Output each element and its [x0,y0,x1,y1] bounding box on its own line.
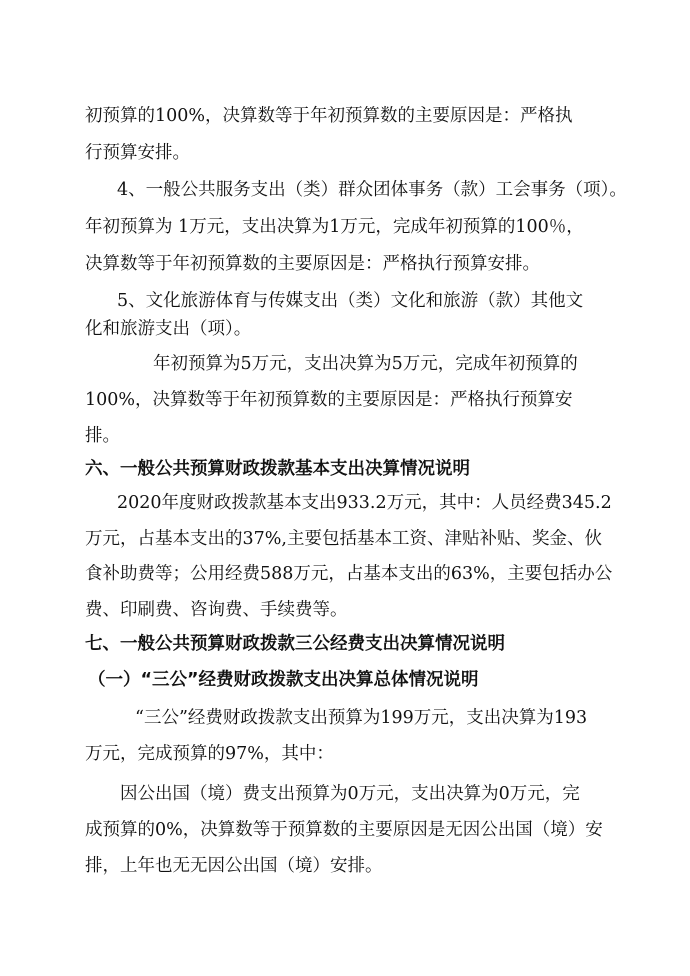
paragraph-line: 排，上年也无无因公出国（境）安排。 [85,856,383,876]
subsection-heading-7-1: （一）“三公”经费财政拨款支出决算总体情况说明 [88,670,479,690]
paragraph-line: 万元，完成预算的97%，其中： [85,744,334,764]
paragraph-line: 100%，决算数等于年初预算数的主要原因是：严格执行预算安 [85,390,573,410]
paragraph-line: 初预算的100%，决算数等于年初预算数的主要原因是：严格执 [85,106,573,126]
paragraph-line: 食补助费等；公用经费588万元，占基本支出的63%，主要包括办公 [85,564,613,584]
paragraph-line: 5、文化旅游体育与传媒支出（类）文化和旅游（款）其他文 [117,291,584,311]
paragraph-line: 年初预算为5万元，支出决算为5万元，完成年初预算的 [153,354,578,374]
paragraph-line: 万元，占基本支出的37%,主要包括基本工资、津贴补贴、奖金、伙 [85,529,602,549]
paragraph-line: 成预算的0%，决算数等于预算数的主要原因是无因公出国（境）安 [85,820,603,840]
paragraph-line: 行预算安排。 [85,143,190,163]
paragraph-line: 2020年度财政拨款基本支出933.2万元，其中：人员经费345.2 [117,493,612,513]
paragraph-line: 排。 [85,426,120,446]
paragraph-line: 费、印刷费、咨询费、手续费等。 [85,600,348,620]
paragraph-line: “三公”经费财政拨款支出预算为199万元，支出决算为193 [135,708,588,728]
section-heading-6: 六、一般公共预算财政拨款基本支出决算情况说明 [85,459,470,479]
section-heading-7: 七、一般公共预算财政拨款三公经费支出决算情况说明 [85,634,505,654]
paragraph-line: 化和旅游支出（项）。 [85,319,252,339]
paragraph-line: 4、一般公共服务支出（类）群众团体事务（款）工会事务（项）。 [117,180,627,200]
paragraph-line: 因公出国（境）费支出预算为0万元，支出决算为0万元，完 [120,784,580,804]
paragraph-line: 决算数等于年初预算数的主要原因是：严格执行预算安排。 [85,254,540,274]
paragraph-line: 年初预算为 1万元，支出决算为1万元，完成年初预算的100％， [85,217,584,237]
